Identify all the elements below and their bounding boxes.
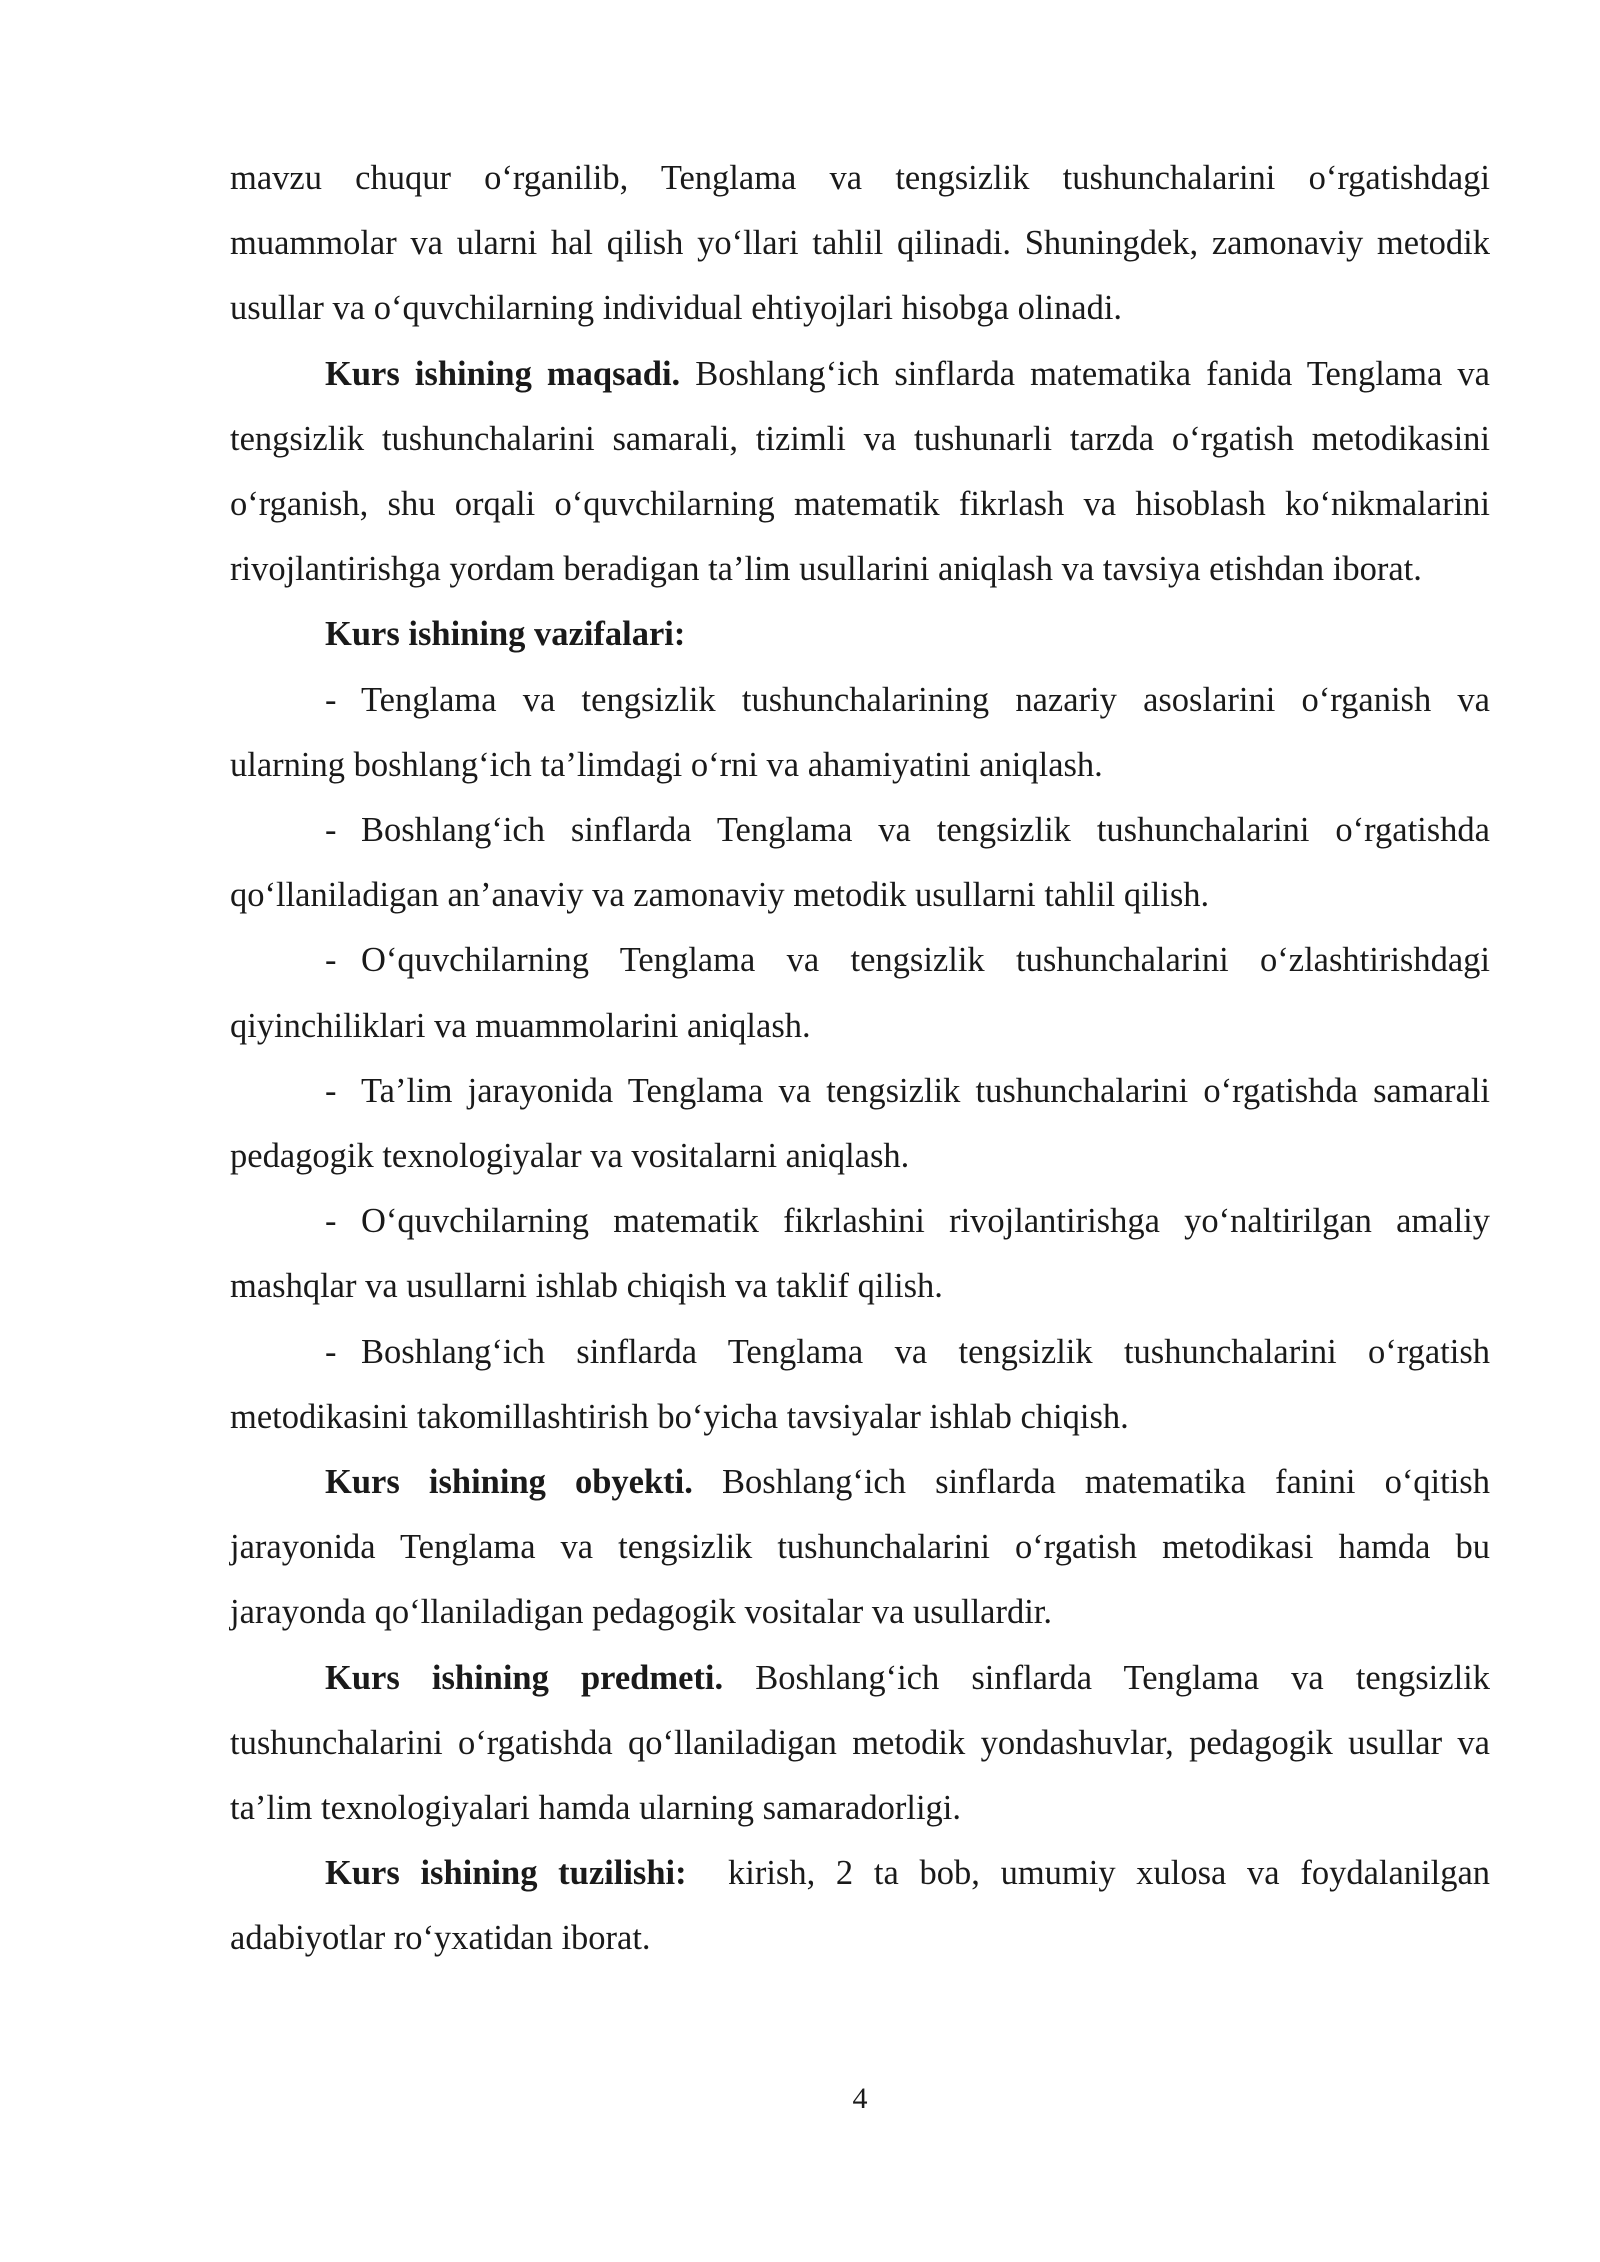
intro-paragraph: [230, 146, 1490, 342]
document-page: [230, 146, 1499, 1972]
task-item-6: [230, 1320, 1490, 1450]
task-text: Ta’lim jarayonida Tenglama va tengsizlik tushunchalarini o‘rgatishda samarali pedagogik texnologiyalar va vositalarni aniqlash.: [230, 1071, 1490, 1176]
task-item-5: [230, 1189, 1490, 1319]
task-text: Boshlang‘ich sinflarda Tenglama va tengsizlik tushunchalarini o‘rgatishda qo‘llaniladigan an’anaviy va zamonaviy metodik usullarni tahlil qilish.: [230, 811, 1490, 915]
object-paragraph: [230, 1450, 1490, 1646]
subject-label: Kurs ishining predmeti.: [325, 1658, 724, 1697]
tasks-label: Kurs ishining vazifalari:: [325, 615, 686, 654]
dash-marker: -: [325, 1202, 337, 1241]
dash-marker: -: [325, 1071, 337, 1110]
dash-marker: -: [325, 1332, 337, 1371]
intro-text: mavzu chuqur o‘rganilib, Tenglama va tengsizlik tushunchalarini o‘rgatishdagi muammolar va ularni hal qilish yo‘llari tahlil qilinadi. Shuningdek, zamonaviy metodik usullar va o‘quvchilarning individual ehtiyojlari hisobga olinadi.: [230, 159, 1490, 328]
tasks-heading: [230, 602, 1490, 667]
object-label: Kurs ishining obyekti.: [325, 1463, 693, 1502]
object-text: Boshlang‘ich sinflarda matematika fanini o‘qitish jarayonida Tenglama va tengsizlik tushunchalarini o‘rgatish metodikasi hamda bu jarayonda qo‘llaniladigan pedagogik vositalar va usullardir.: [230, 1463, 1490, 1632]
task-text: Boshlang‘ich sinflarda Tenglama va tengsizlik tushunchalarini o‘rgatish metodikasini takomillashtirish bo‘yicha tavsiyalar ishlab chiqish.: [230, 1332, 1490, 1436]
structure-label: Kurs ishining tuzilishi:: [325, 1854, 687, 1893]
task-item-2: [230, 798, 1490, 928]
task-item-3: [230, 928, 1490, 1058]
task-text: O‘quvchilarning matematik fikrlashini rivojlantirishga yo‘naltirilgan amaliy mashqlar va usullarni ishlab chiqish va taklif qilish.: [230, 1202, 1490, 1306]
goal-text: Boshlang‘ich sinflarda matematika fanida Tenglama va tengsizlik tushunchalarini samarali, tizimli va tushunarli tarzda o‘rgatish metodikasini o‘rganish, shu orqali o‘quvchilarning matematik fikrlash va hisoblash ko‘nikmalarini rivojlantirishga yordam beradigan ta’lim usullarini aniqlash va tavsiya etishdan iborat.: [230, 354, 1490, 589]
goal-paragraph: [230, 342, 1490, 603]
structure-paragraph: [230, 1841, 1499, 1971]
page-number: 4: [852, 2082, 868, 2115]
goal-label: Kurs ishining maqsadi.: [325, 354, 681, 393]
structure-text: kirish, 2 ta bob, umumiy xulosa va foydalanilgan adabiyotlar ro‘yxatidan iborat.: [230, 1854, 1499, 1958]
subject-text: Boshlang‘ich sinflarda Tenglama va tengsizlik tushunchalarini o‘rgatishda qo‘llaniladigan metodik yondashuvlar, pedagogik usullar va ta’lim texnologiyalari hamda ularning samaradorligi.: [230, 1658, 1490, 1828]
dash-marker: -: [325, 941, 337, 980]
task-text: Tenglama va tengsizlik tushunchalarining nazariy asoslarini o‘rganish va ularning boshlang‘ich ta’limdagi o‘rni va ahamiyatini aniqlash.: [230, 680, 1490, 784]
dash-marker: -: [325, 811, 337, 850]
task-item-4: [230, 1059, 1490, 1189]
task-text: O‘quvchilarning Tenglama va tengsizlik tushunchalarini o‘zlashtirishdagi qiyinchiliklari va muammolarini aniqlash.: [230, 941, 1490, 1045]
subject-paragraph: [230, 1646, 1490, 1842]
task-item-1: [230, 668, 1490, 798]
dash-marker: -: [325, 680, 337, 719]
